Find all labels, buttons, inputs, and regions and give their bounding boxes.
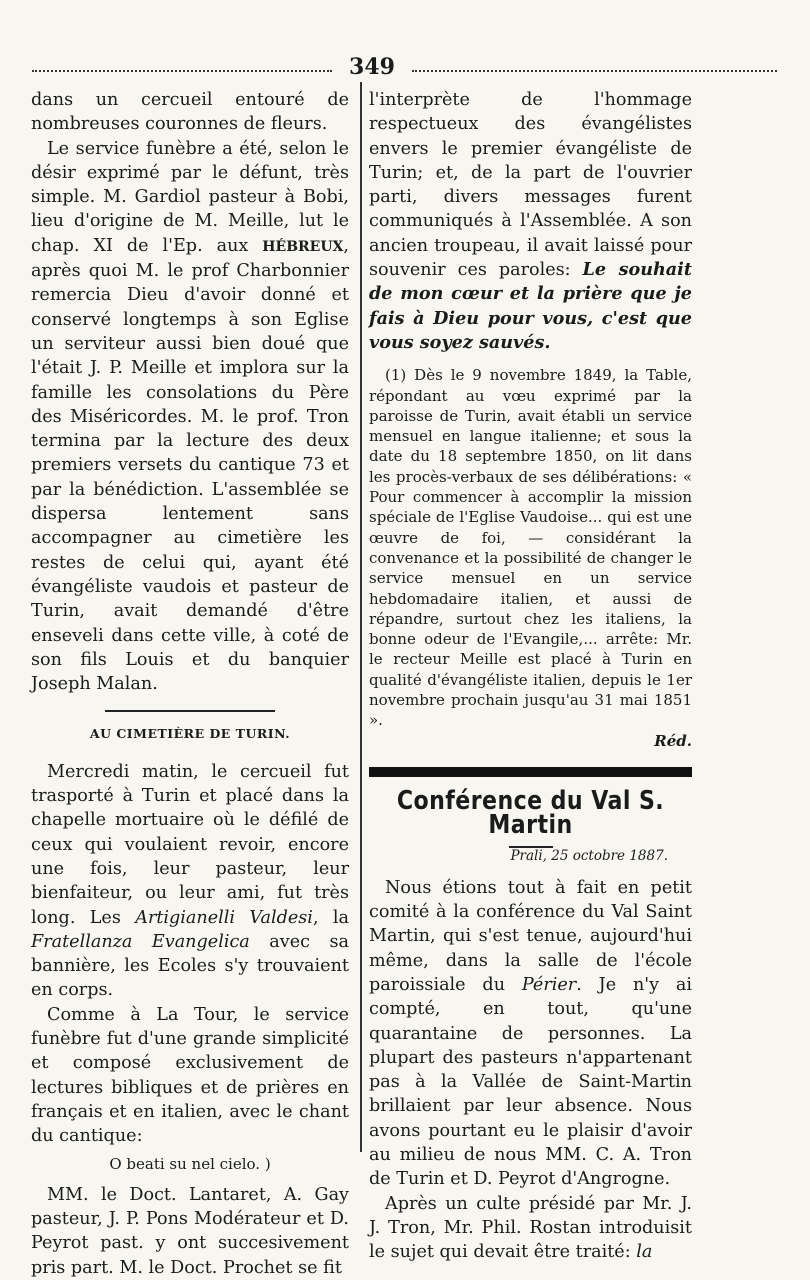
text-run: l'interprète de l'hommage respectueux des évangélistes envers le premier évangéliste de Turin; et, de la part de l'ouvrier parti, divers messages furent communiqués à l'Assemblée. A son ancien troupeau, il avait laissé pour souvenir ces paroles: (369, 90, 692, 281)
text-run: Mercredi matin, le cercueil fut trasporté à Turin et placé dans la chapelle mortuaire où le défilé de ceux qui voulaient revoir, encore une fois, leur pasteur, leur bienfaiteur, ou leur ami, fut très long. Les (31, 761, 349, 928)
text-run: Nous étions tout à fait en petit comité à la conférence du Val Saint Martin, qui s'est tenue, aujourd'hui même, dans la salle de l'école paroissiale du (369, 877, 692, 995)
article-title: Conférence du Val S. Martin (396, 785, 665, 841)
text-run-smallcaps: HÉBREUX (262, 238, 344, 255)
paragraph: Comme à La Tour, le service funèbre fut d'une grande simplicité et composé exclusivement de lectures bibliques et de prières en français et en italien, avec le chant du cantique: (31, 1004, 349, 1147)
text-run: , la (312, 907, 349, 928)
text-run: avec sa bannière, les Ecoles s'y trouvaient en corps. (31, 931, 349, 1001)
paragraph (31, 137, 349, 697)
text-run: . Je n'y ai compté, en tout, qu'une quarantaine de personnes. La plupart des pasteurs n'appartenant pas à la Vallée de Saint-Martin brillaient par leur absence. Nous avons pourtant eu le plaisir d'avoir au milieu de nous MM. C. A. Tron de Turin et D. Peyrot d'Angrogne. (369, 974, 693, 1190)
text-run-italic: Fratellanza Evangelica (31, 931, 250, 952)
paragraph (369, 88, 692, 355)
text-run: , après quoi M. le prof Charbonnier remercia Dieu d'avoir donné et conservé longtemps à son Eglise un serviteur aussi bien doué que l'était J. P. Meille et implora sur la famille les consolations du Père des Miséricordes. M. le prof. Tron termina par la lecture des deux premiers versets du cantique 73 et par la bénédiction. L'assemblée se dispersa lentement sans accompagner au cimetière les restes de celui qui, ayant été évangéliste vaudois et pasteur de Turin, avait demandé d'être enseveli dans cette ville, à coté de son fils Louis et du banquier Joseph Malan. (31, 235, 349, 695)
section-title: AU CIMETIÈRE DE TURIN. (89, 726, 291, 742)
text-run-italic: Artigianelli Valdesi (135, 907, 313, 928)
poem-line: O beati su nel cielo. ) (109, 1155, 271, 1174)
left-column (31, 88, 349, 1280)
header-dotted-rule-right (412, 70, 777, 72)
paragraph: dans un cercueil entouré de nombreuses couronnes de fleurs. (31, 90, 349, 135)
text-run-italic: la (636, 1242, 653, 1263)
paragraph (31, 760, 349, 1003)
footnote-signature: Réd. (654, 731, 692, 750)
header-dotted-rule-left (32, 70, 332, 72)
section-divider (105, 710, 275, 712)
page-number: 349 (349, 54, 395, 80)
dateline: Prali, 25 octobre 1887. (510, 847, 668, 864)
paragraph (369, 876, 692, 1192)
right-column (369, 88, 692, 1265)
quote-italic: Le souhait de mon cœur et la prière que je fais à Dieu pour vous, c'est que vous soyez sauvés. (369, 259, 692, 353)
footnote-text: (1) Dès le 9 novembre 1849, la Table, répondant au vœu exprimé par la paroisse de Turin, avait établi un service mensuel en langue italienne; et sous la date du 18 septembre 1850, on lit dans les procès-verbaux de ses délibérations: « Pour commencer à accomplir la mission spéciale de l'Eglise Vaudoise... qui est une œuvre de foi, — considérant la convenance et la possibilité de changer le service mensuel en un service hebdomadaire italien, et aussi de répandre, surtout chez les italiens, la bonne odeur de l'Evangile,... arrête: Mr. le recteur Meille est placé à Turin en qualité d'évangéliste italien, depuis le 1er novembre prochain jusqu'au 31 mai 1851 ». (369, 366, 692, 730)
text-run: Le service funèbre a été, selon le désir exprimé par le défunt, très simple. M. Gardiol pasteur à Bobi, lieu d'origine de M. Meille, lut le chap. XI de l'Ep. aux (31, 138, 349, 256)
text-run: Après un culte présidé par Mr. J. J. Tron, Mr. Phil. Rostan introduisit le sujet qui devait être traité: (369, 1193, 692, 1263)
footnote (369, 365, 692, 751)
text-run-italic: Périer (521, 974, 577, 995)
paragraph: MM. le Doct. Lantaret, A. Gay pasteur, J. P. Pons Modérateur et D. Peyrot past. y ont succesivement pris part. M. le Doct. Prochet se fit (31, 1184, 349, 1278)
page-header (32, 52, 777, 88)
section-bar (369, 767, 692, 777)
paragraph (369, 1192, 692, 1265)
column-divider (360, 82, 362, 1152)
